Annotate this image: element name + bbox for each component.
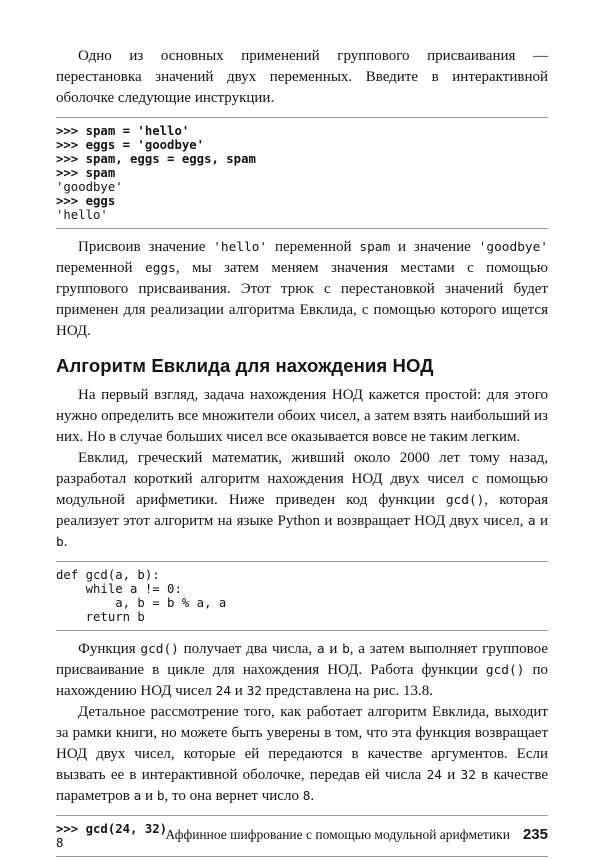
code-line: >>> spam, eggs = eggs, spam [56, 152, 256, 166]
paragraph-text: , а затем выполняет групповое присваивание в цикле для нахождения НОД. Работа функции [56, 641, 548, 678]
paragraph-text: переменной [267, 239, 360, 255]
paragraph [56, 702, 548, 807]
paragraph-text: На первый взгляд, задача нахождения НОД кажется простой: для этого нужно определить все множители обоих чисел, а затем взять наибольший из них. Но в случае больших чисел все оказывается вовсе не таким легким. [56, 387, 548, 445]
code-line: def gcd(a, b): [56, 568, 160, 582]
code-line: >>> gcd(24, 32) [56, 822, 168, 836]
paragraph-text: и [324, 641, 343, 657]
paragraph-text: , мы затем меняем значения местами с помощью группового присваивания. Этот трюк с перестановкой значений будет применен для реализации алгоритма Евклида, с помощью которого ищется НОД. [56, 260, 548, 339]
section-heading: Алгоритм Евклида для нахождения НОД [56, 355, 434, 376]
code-block [56, 561, 548, 631]
inline-code: a [133, 789, 142, 804]
code-line: 'hello' [56, 208, 108, 222]
paragraph-text: Присвоив значение [78, 239, 214, 255]
paragraph [56, 237, 548, 342]
content-blocks [56, 46, 548, 857]
page-number: 235 [522, 826, 548, 843]
inline-code: a [316, 642, 325, 657]
inline-code: 8 [302, 789, 311, 804]
inline-code: gcd() [140, 642, 179, 657]
paragraph-text: Евклид, греческий математик, живший около 2000 лет тому назад, разработал короткий алгоритм нахождения НОД двух чисел с помощью модульной арифметики. Ниже приведен код функции [56, 450, 548, 508]
inline-code: 32 [460, 768, 476, 783]
paragraph-text: представлена на рис. 13.8. [261, 683, 433, 699]
paragraph-text: и [442, 767, 461, 783]
paragraph-text: и [535, 513, 548, 529]
paragraph-text: , то она вернет число [164, 788, 303, 804]
code-line: 'goodbye' [56, 180, 123, 194]
inline-code: spam [359, 240, 391, 255]
inline-code: b [156, 789, 165, 804]
paragraph-text: и [141, 788, 157, 804]
paragraph-text: . [63, 534, 68, 550]
inline-code: 'hello' [213, 240, 268, 255]
inline-code: gcd() [445, 493, 485, 508]
inline-code: a [527, 514, 536, 529]
paragraph-text: Детальное рассмотрение того, как работает алгоритм Евклида, выходит за рамки книги, но можете быть уверены в том, что эта функция возвращает НОД двух чисел, которые ей передаются в качестве аргументов. Если вызвать ее в интерактивной оболочке, передав ей числа [56, 704, 548, 783]
code-line: while a != 0: [56, 582, 182, 596]
code-line: return b [56, 610, 145, 624]
inline-code: 24 [215, 684, 232, 699]
paragraph-text: , которая реализует этот алгоритм на языке Python и возвращает НОД двух чисел, [56, 492, 548, 529]
inline-code: 24 [426, 768, 442, 783]
running-footer-chapter-title: Аффинное шифрование с помощью модульной арифметики [165, 827, 510, 842]
code-line: >>> spam [56, 166, 116, 180]
code-block [56, 117, 548, 229]
code-line: >>> eggs [56, 194, 116, 208]
paragraph [56, 639, 548, 702]
paragraph-text: и значение [390, 239, 479, 255]
paragraph-text: и [231, 683, 247, 699]
paragraph [56, 46, 548, 109]
paragraph-text: переменной [56, 260, 145, 276]
paragraph-text: Функция [78, 641, 141, 657]
paragraph-text: в качестве параметров [56, 767, 549, 804]
paragraph [56, 448, 548, 553]
code-line: >>> eggs = 'goodbye' [56, 138, 205, 152]
inline-code: b [56, 535, 64, 550]
paragraph-text: получает два числа, [178, 641, 317, 657]
code-line: >>> spam = 'hello' [56, 124, 190, 138]
paragraph [56, 385, 548, 448]
paragraph-text: по нахождению НОД чисел [56, 662, 548, 699]
code-line: 8 [56, 836, 64, 850]
inline-code: 'goodbye' [478, 240, 549, 255]
paragraph-text: . [310, 788, 315, 804]
inline-code: gcd() [485, 663, 525, 678]
inline-code: 32 [246, 684, 262, 699]
inline-code: eggs [145, 261, 176, 276]
code-line: a, b = b % a, a [56, 596, 227, 610]
paragraph-text: Одно из основных применений группового присваивания — перестановка значений двух переменных. Введите в интерактивной оболочке следующие инструкции. [56, 48, 548, 106]
inline-code: b [342, 642, 350, 657]
page-footer [166, 826, 548, 843]
